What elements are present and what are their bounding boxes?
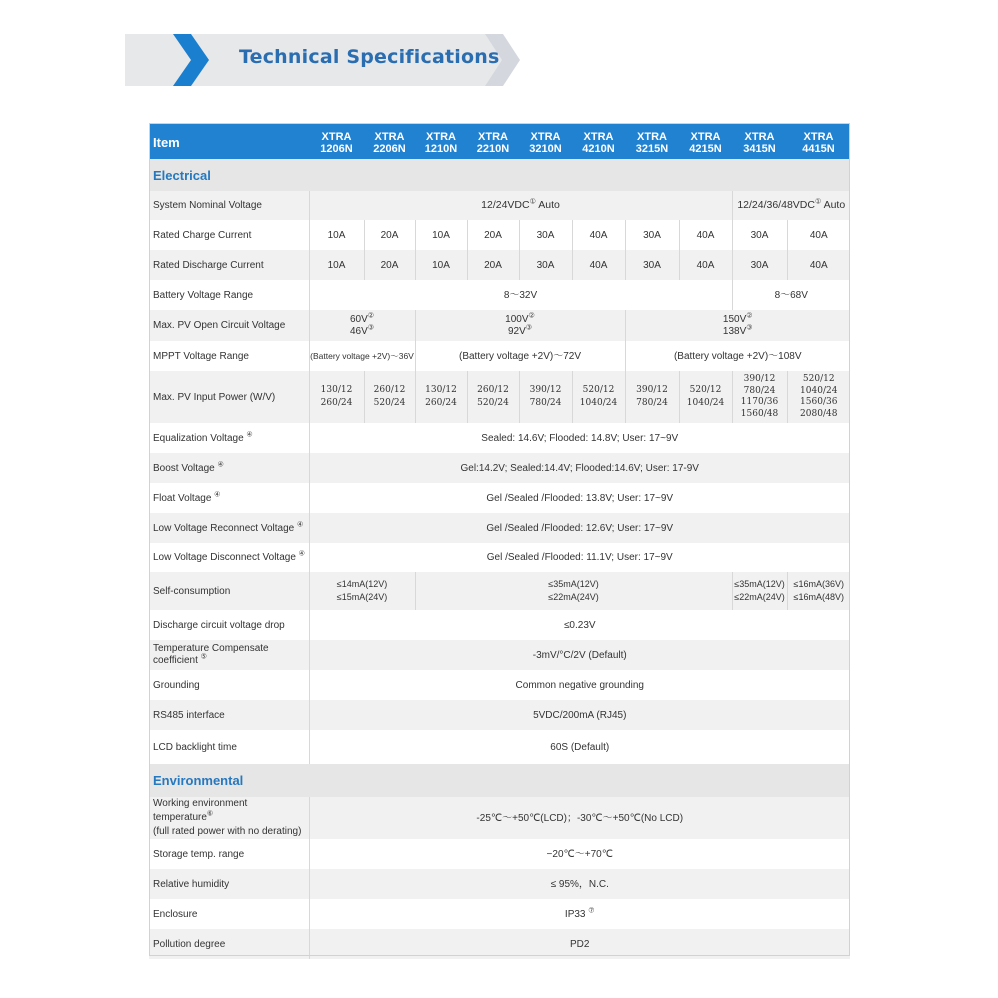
row-label: Max. PV Open Circuit Voltage [149,310,309,341]
table-row [149,700,850,730]
cell-value: 60V② 46V③ [309,310,415,341]
cell-value: ≤ 95%，N.C. [309,869,850,899]
table-row [149,929,850,959]
cell-value: (Battery voltage +2V)～36V [309,341,415,371]
cell-value: 40A [787,220,850,250]
cell-value: ≤35mA(12V) ≤22mA(24V) [415,572,732,610]
table-row [149,797,850,839]
cell-value: 30A [625,250,679,280]
row-label: RS485 interface [149,700,309,730]
cell-value: 40A [679,220,732,250]
table-row [149,310,850,341]
table-header-row [149,123,850,159]
cell-value: 520/12 1040/24 [572,371,625,423]
cell-value: 130/12 260/24 [415,371,467,423]
cell-value: 30A [519,250,572,280]
table-row [149,572,850,610]
row-label: Rated Charge Current [149,220,309,250]
cell-value: 8～32V [309,280,732,310]
table-row [149,899,850,929]
cell-value: 5VDC/200mA (RJ45) [309,700,850,730]
cell-value: PD2 [309,929,850,959]
row-label: Enclosure [149,899,309,929]
cell-value: Sealed: 14.6V; Flooded: 14.8V; User: 17~9V [309,423,850,453]
model-header: XTRA 1206N [309,123,364,159]
cell-value: 100V② 92V③ [415,310,625,341]
cell-value: ≤16mA(36V) ≤16mA(48V) [787,572,850,610]
row-label: Pollution degree [149,929,309,959]
cell-value: 40A [679,250,732,280]
row-label: Grounding [149,670,309,700]
cell-value: 260/12 520/24 [467,371,519,423]
cell-value: 8～68V [732,280,850,310]
table-row [149,640,850,670]
section-banner [125,34,520,86]
row-label: System Nominal Voltage [149,191,309,220]
cell-value: 20A [364,250,415,280]
cell-value: 12/24/36/48VDC① Auto [732,191,850,220]
row-label: Battery Voltage Range [149,280,309,310]
cell-value: (Battery voltage +2V)～72V [415,341,625,371]
page-title: Technical Specifications [239,46,500,68]
cell-value: Gel /Sealed /Flooded: 12.6V; User: 17~9V [309,513,850,543]
cell-value: Common negative grounding [309,670,850,700]
table-row [149,483,850,513]
table-row [149,280,850,310]
cell-value: 20A [467,220,519,250]
model-header: XTRA 2210N [467,123,519,159]
cell-value: ≤35mA(12V) ≤22mA(24V) [732,572,787,610]
table-row [149,670,850,700]
cell-value: 12/24VDC① Auto [309,191,732,220]
cell-value: IP33 ⑦ [309,899,850,929]
cell-value: 40A [572,250,625,280]
cell-value: 40A [787,250,850,280]
cell-value: 260/12 520/24 [364,371,415,423]
model-header: XTRA 1210N [415,123,467,159]
row-label: MPPT Voltage Range [149,341,309,371]
row-label: Storage temp. range [149,839,309,869]
cell-value: 40A [572,220,625,250]
cell-value: 390/12 780/24 [625,371,679,423]
table-row [149,869,850,899]
row-label: Self-consumption [149,572,309,610]
row-label: Max. PV Input Power (W/V) [149,371,309,423]
table-row [149,730,850,764]
cell-value: ≤14mA(12V) ≤15mA(24V) [309,572,415,610]
model-header: XTRA 2206N [364,123,415,159]
cell-value: 30A [732,220,787,250]
cell-value: -3mV/°C/2V (Default) [309,640,850,670]
row-label: Temperature Compensate coefficient ⑤ [149,640,309,670]
cell-value: 150V② 138V③ [625,310,850,341]
cell-value: 30A [732,250,787,280]
cell-value: 10A [309,220,364,250]
row-label: Low Voltage Reconnect Voltage ④ [149,513,309,543]
table-row [149,839,850,869]
table-row [149,543,850,572]
table-row [149,453,850,483]
model-header: XTRA 4415N [787,123,850,159]
table-row [149,371,850,423]
cell-value: ≤0.23V [309,610,850,640]
cell-value: 20A [467,250,519,280]
cell-value: 390/12 780/24 [519,371,572,423]
cell-value: 60S (Default) [309,730,850,764]
row-label: Relative humidity [149,869,309,899]
section-title: Environmental [149,764,850,797]
row-label: Rated Discharge Current [149,250,309,280]
table-row [149,423,850,453]
cell-value: (Battery voltage +2V)～108V [625,341,850,371]
cell-value: 10A [415,220,467,250]
row-label: Working environment temperature⑥ (full rated power with no derating) [149,797,309,839]
section-row-environmental [149,764,850,797]
section-title: Electrical [149,159,850,191]
model-header: XTRA 3210N [519,123,572,159]
row-label: Boost Voltage ④ [149,453,309,483]
row-label: Equalization Voltage ④ [149,423,309,453]
table-row [149,191,850,220]
table-row [149,610,850,640]
table-row [149,220,850,250]
model-header: XTRA 3415N [732,123,787,159]
cell-value: Gel /Sealed /Flooded: 13.8V; User: 17~9V [309,483,850,513]
cell-value: -25℃～+50℃(LCD)；-30℃～+50℃(No LCD) [309,797,850,839]
table-row [149,513,850,543]
model-header: XTRA 4215N [679,123,732,159]
cell-value: 520/12 1040/24 [679,371,732,423]
cell-value: Gel /Sealed /Flooded: 11.1V; User: 17~9V [309,543,850,572]
model-header: XTRA 4210N [572,123,625,159]
cell-value: 10A [309,250,364,280]
cell-value: 30A [519,220,572,250]
header-item: Item [149,123,309,159]
spec-table [149,123,850,959]
model-header: XTRA 3215N [625,123,679,159]
cell-value: 30A [625,220,679,250]
cell-value: 390/12 780/24 1170/36 1560/48 [732,371,787,423]
cell-value: 10A [415,250,467,280]
table-row [149,341,850,371]
row-label: Float Voltage ④ [149,483,309,513]
cell-value: 130/12 260/24 [309,371,364,423]
row-label: Discharge circuit voltage drop [149,610,309,640]
row-label: LCD backlight time [149,730,309,764]
cell-value: 20A [364,220,415,250]
cell-value: Gel:14.2V; Sealed:14.4V; Flooded:14.6V; User: 17-9V [309,453,850,483]
section-row-electrical [149,159,850,191]
cell-value: −20℃～+70℃ [309,839,850,869]
cell-value: 520/12 1040/24 1560/36 2080/48 [787,371,850,423]
table-row [149,250,850,280]
row-label: Low Voltage Disconnect Voltage ④ [149,543,309,572]
